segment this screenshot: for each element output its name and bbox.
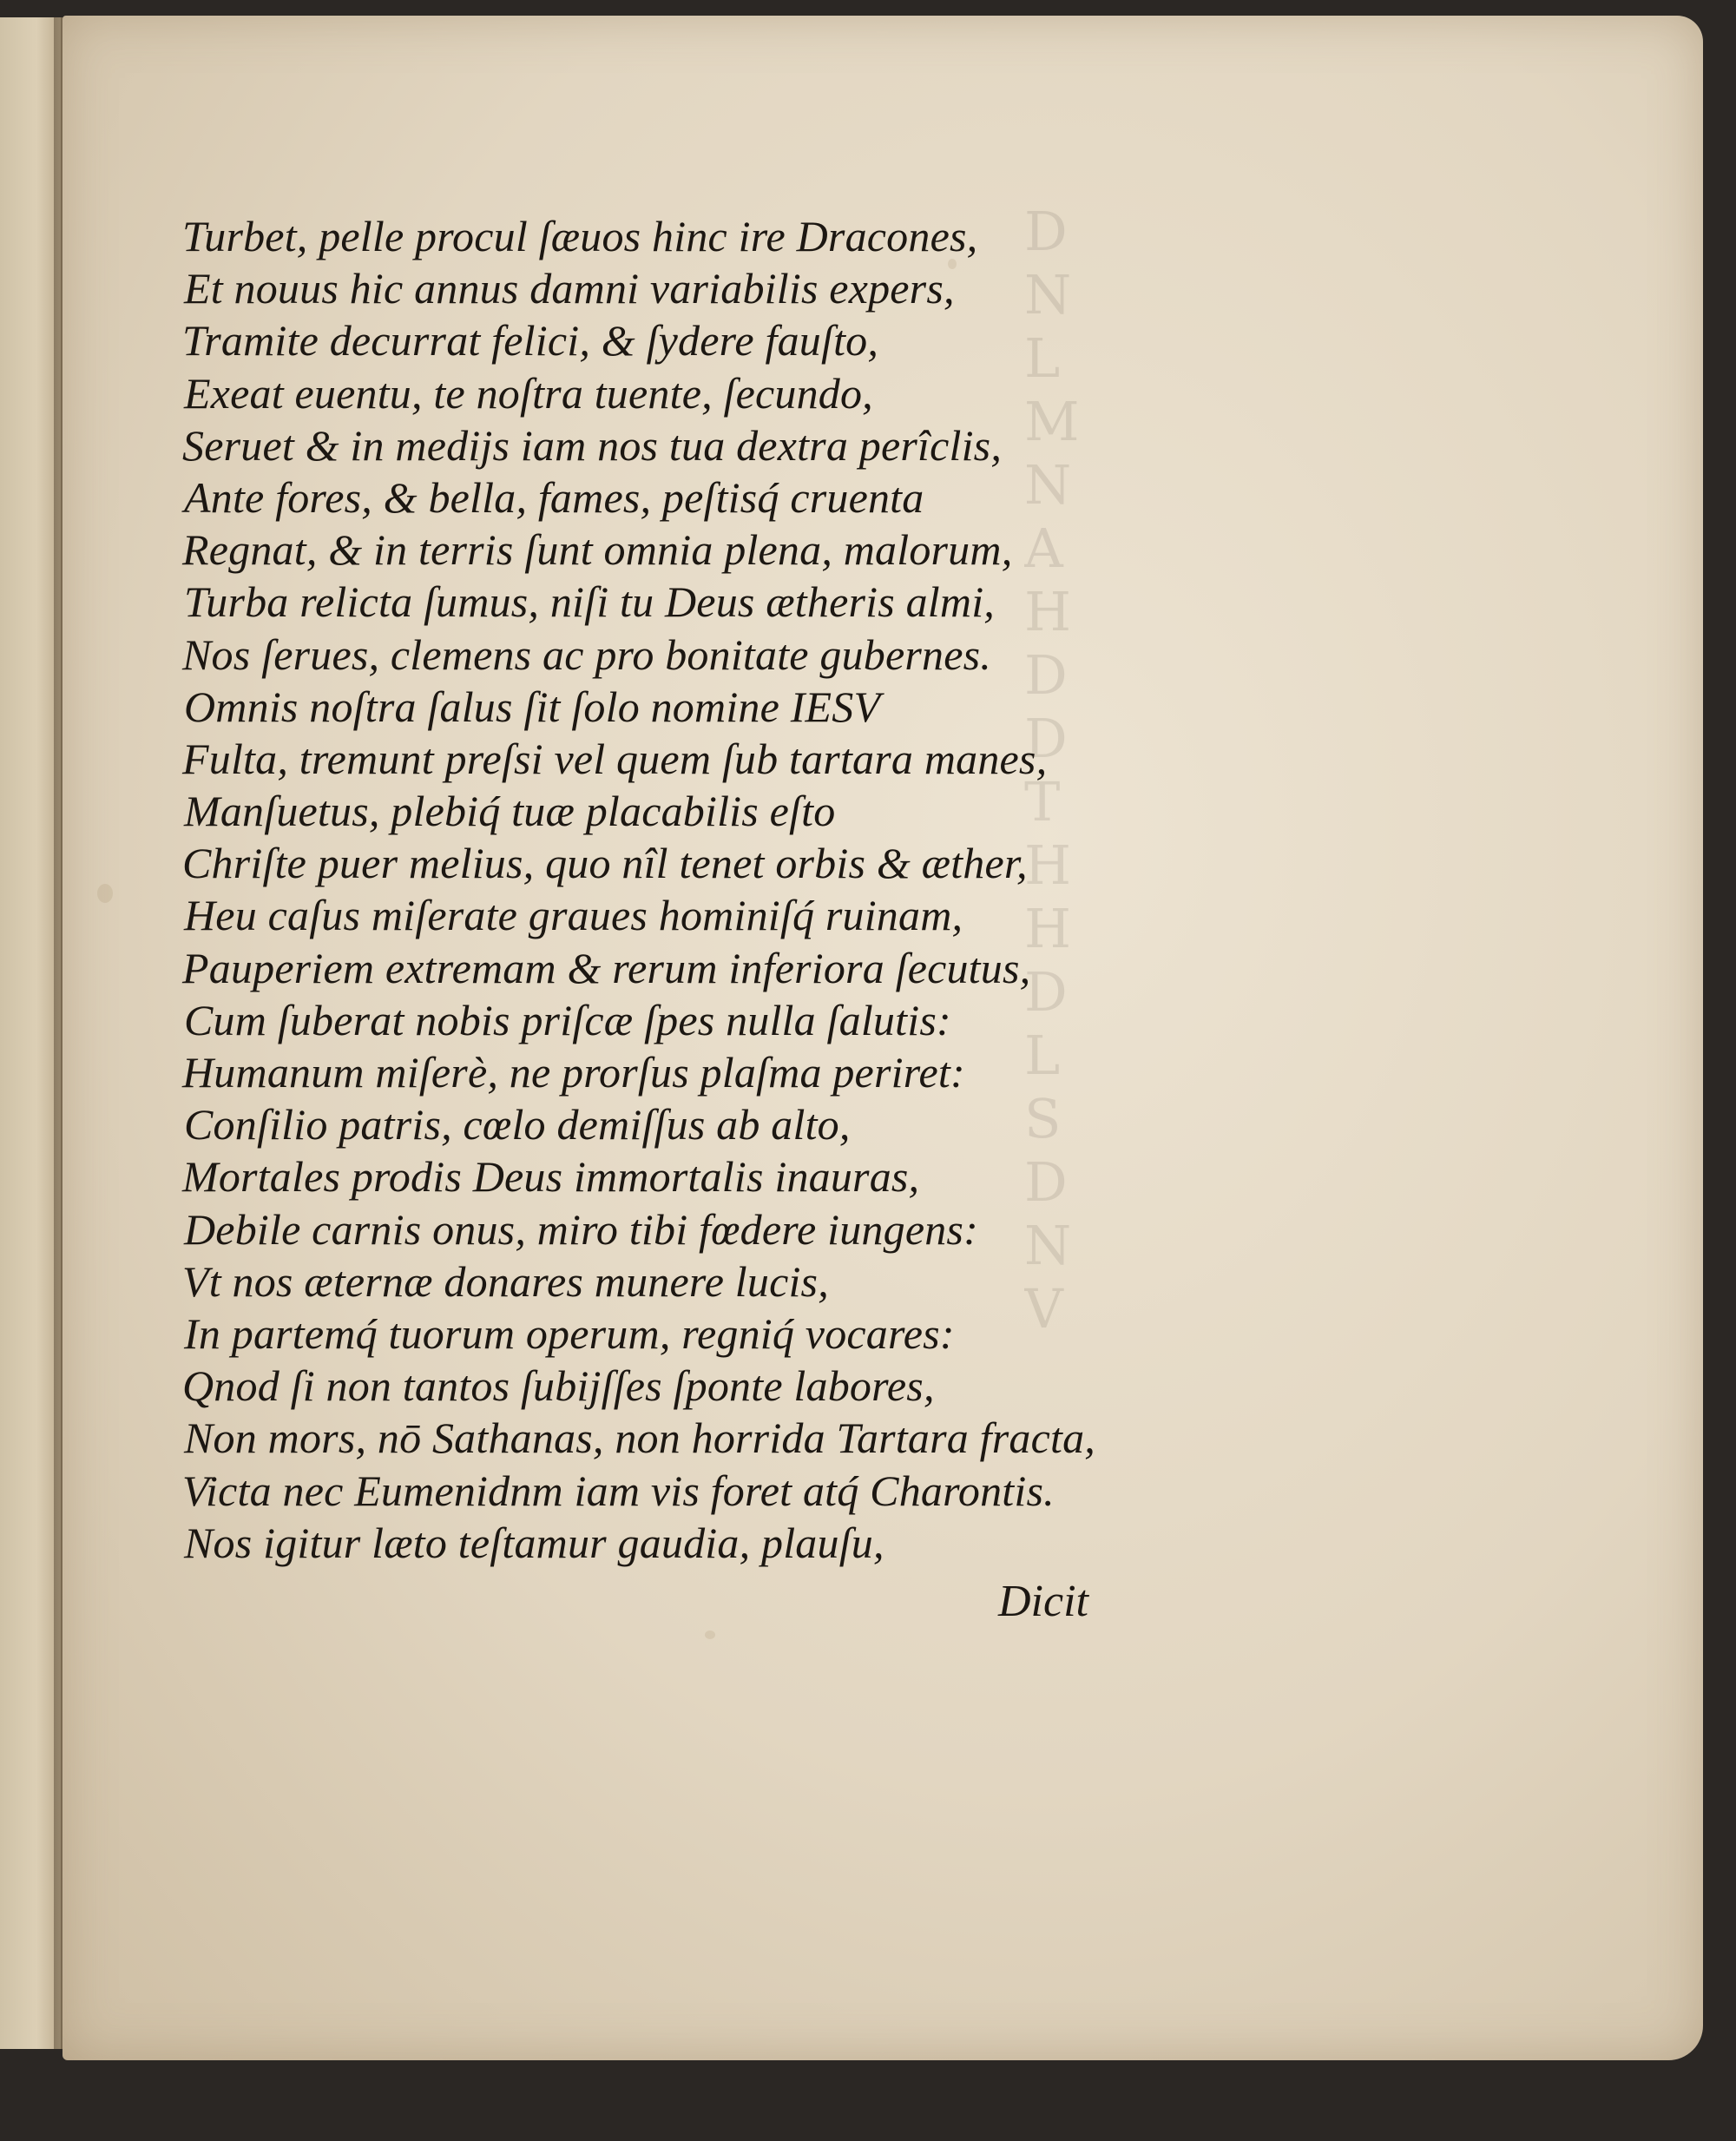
verse-line: Omnis noſtra ſalus ſit ſolo nomine IESV	[184, 682, 881, 731]
verse-line: Nos ſerues, clemens ac pro bonitate gubernes.	[182, 629, 991, 679]
verse-line: Humanum miſerè, ne prorſus plaſma periret:	[182, 1048, 965, 1097]
verse-line: Conſilio patris, cœlo demiſſus ab alto,	[184, 1100, 851, 1150]
verse-line: Turbet, pelle procul ſæuos hinc ire Dracones,	[182, 212, 978, 260]
verse-line: Mortales prodis Deus immortalis inauras,	[182, 1152, 920, 1202]
verse-line: Pauperiem extremam & rerum inferiora ſecutus,	[182, 943, 1031, 992]
paper-stain	[705, 1630, 715, 1639]
verse-line: Chriſte puer melius, quo nîl tenet orbis & æther,	[182, 839, 1028, 888]
verse-line: Tramite decurrat felici, & ſydere fauſto,	[182, 316, 879, 366]
verse-line: In partemq́ tuorum operum, regniq́ vocares:	[184, 1308, 955, 1358]
verse-line: Cum ſuberat nobis priſcæ ſpes nulla ſalutis:	[184, 995, 951, 1044]
catchword: Dicit	[998, 1577, 1088, 1626]
verse-line: Heu caſus miſerate graues hominiſq́ ruinam,	[184, 891, 963, 940]
paper-stain	[97, 884, 113, 903]
verse-line: Fulta, tremunt preſsi vel quem ſub tartara manes,	[182, 734, 1048, 783]
verse-line: Ante fores, & bella, fames, peſtisq́ cruenta	[184, 472, 924, 522]
verse-line: Et nouus hic annus damni variabilis expers,	[184, 264, 955, 313]
verse-line: Manſuetus, plebiq́ tuæ placabilis eſto	[184, 787, 836, 836]
verse-line: Non mors, nō Sathanas, non horrida Tartara fracta,	[184, 1413, 1095, 1463]
verse-line: Victa nec Eumenidnm iam vis foret atq́ Charontis.	[182, 1466, 1055, 1515]
verse-line: Exeat euentu, te noſtra tuente, ſecundo,	[184, 368, 873, 418]
verse-line: Turba relicta ſumus, niſi tu Deus ætheris almi,	[184, 577, 995, 627]
poem-text-block	[182, 210, 1137, 1569]
verse-line: Seruet & in medijs iam nos tua dextra perîclis,	[182, 420, 1003, 470]
verse-line: Vt nos æternæ donares munere lucis,	[182, 1256, 829, 1306]
bleed-through-shadow: D N L M N A H D D T H H D L S D N V	[1024, 200, 1080, 1328]
verse-line: Nos igitur læto teſtamur gaudia, plauſu,	[184, 1518, 884, 1567]
verse-line: Regnat, & in terris ſunt omnia plena, malorum,	[182, 525, 1013, 575]
verse-line: Qnod ſi non tantos ſubijſſes ſponte labores,	[182, 1361, 935, 1411]
verse-line: Debile carnis onus, miro tibi fœdere iungens:	[184, 1204, 978, 1254]
